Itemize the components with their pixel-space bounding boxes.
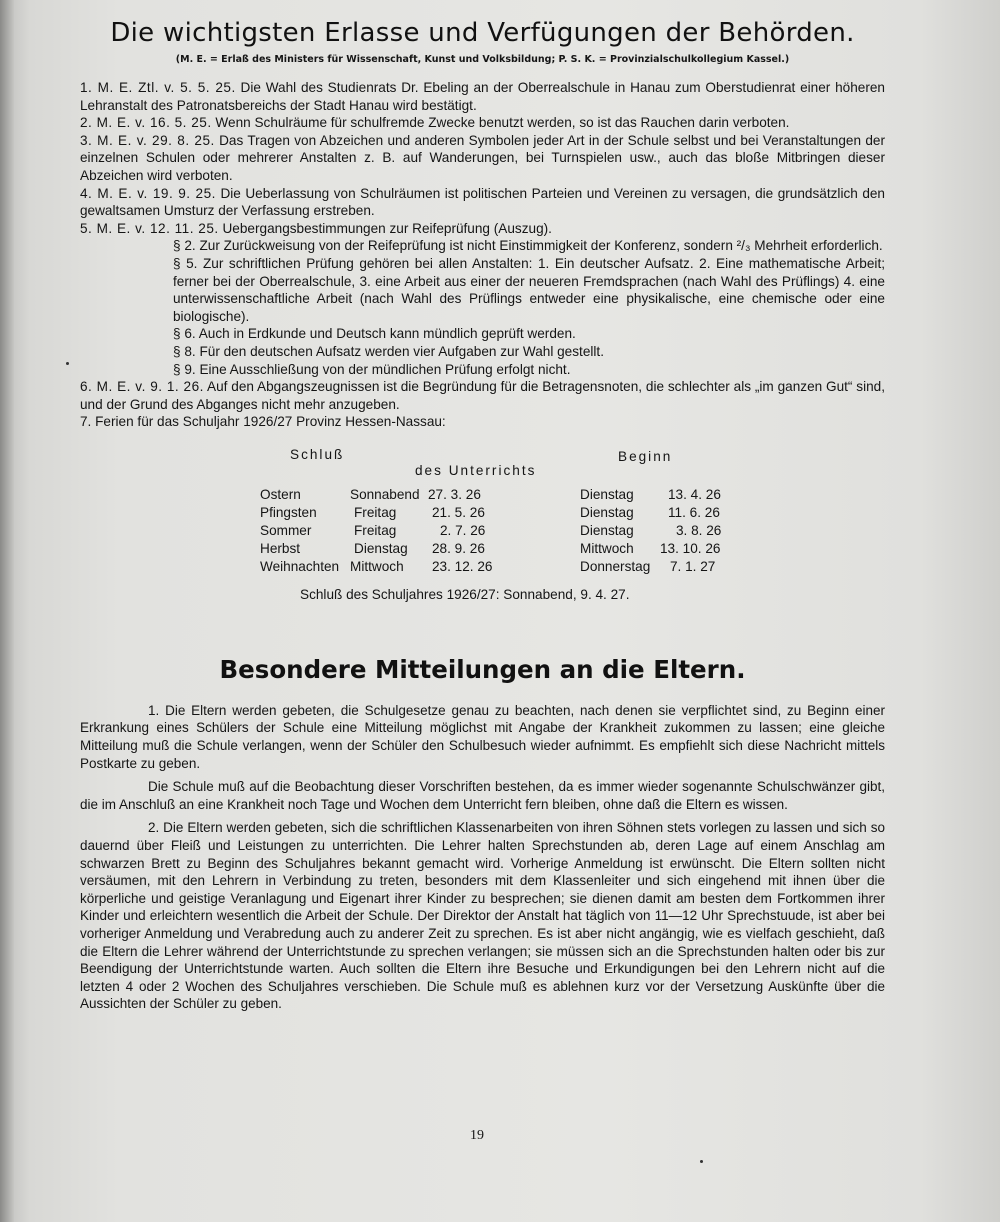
holiday-name: Weihnachten [260,558,340,574]
holiday-row [260,523,730,541]
section-paragraph: § 6. Auch in Erdkunde und Deutsch kann mündlich geprüft werden. [173,326,576,342]
decree-4 [80,185,885,220]
section-paragraph: § 5. Zur schriftlichen Prüfung gehören bei allen Anstalten: 1. Ein deutscher Aufsatz. 2. Eine mathematische Arbeit; ferner bei der Oberrealschule, 3. eine Arbeit aus einer der neueren Fremdsprachen (nach Wahl des Prüflings) 4. eine unterwissenschaftliche Arbeit (nach Wahl des Prüflings entweder eine physikalische, eine chemische oder eine biologische). [173,255,885,324]
holiday-footer: Schluß des Schuljahres 1926/27: Sonnabend, 9. 4. 27. [300,586,630,602]
parent-notice-paragraph: 1. Die Eltern werden gebeten, die Schulgesetze genau zu beachten, nach denen sie verpflichtet sind, zu Beginn einer Erkrankung eines Schülers der Schule eine Mitteilung möglichst mit Angabe der Krankheit zukommen zu lassen; eine gleiche Mitteilung muß die Schule verlangen, wenn der Schüler den Schulbesuch wieder aufnimmt. Es empfiehlt sich diese Nachricht mittels Postkarte zu geben. [80,702,885,771]
holiday-end-day: Sonnabend [350,486,420,502]
holiday-end-date: 21. 5. 26 [432,504,485,520]
speck [700,1160,703,1163]
section-paragraph: § 2. Zur Zurückweisung von der Reifeprüfung ist nicht Einstimmigkeit der Konferenz, sondern ²/₃ Mehrheit erforderlich. [173,238,883,254]
decree-3 [80,132,885,185]
page-content [80,18,885,1019]
holiday-row [260,559,730,577]
holiday-begin-date: 3. 8. 26 [676,522,722,538]
holiday-begin-day: Dienstag [580,504,634,520]
decree-text: Die Ueberlassung von Schulräumen ist politischen Parteien und Vereinen zu versagen, die grundsätzlich den gewaltsamen Umsturz der Verfassung erstreben. [80,185,885,219]
holiday-name: Ostern [260,486,301,502]
holiday-begin-day: Dienstag [580,522,634,538]
speck [66,362,69,365]
holiday-begin-date: 13. 4. 26 [668,486,721,502]
holiday-col-end: Schluß [290,446,345,462]
holiday-end-date: 2. 7. 26 [440,522,486,538]
holiday-begin-date: 7. 1. 27 [670,558,716,574]
decree-text: Das Tragen von Abzeichen und anderen Symbolen jeder Art in der Schule selbst und bei Veranstaltungen der einzelnen Schulen oder mehrerer Anstalten z. B. auf Wanderungen, bei Turnspielen usw., auch das bloße Mitbringen dieser Abzeichen wird verboten. [80,132,885,183]
holiday-row [260,541,730,559]
decree-text: Uebergangsbestimmungen zur Reifeprüfung (Auszug). [222,220,552,236]
holiday-begin-day: Donnerstag [580,558,651,574]
holiday-end-day: Dienstag [354,540,408,556]
holiday-begin-date: 11. 6. 26 [668,504,720,520]
holiday-end-day: Mittwoch [350,558,404,574]
decree-ref: 5. M. E. v. 12. 11. 25. [80,220,219,236]
decree-ref: 1. M. E. Ztl. v. 5. 5. 25. [80,80,236,95]
holiday-end-date: 23. 12. 26 [432,558,493,574]
page-title: Die wichtigsten Erlasse und Verfügungen der Behörden. [110,18,855,48]
decree-ref: 3. M. E. v. 29. 8. 25. [80,132,215,148]
page-number: 19 [470,1128,484,1143]
decree-7: 7. Ferien für das Schuljahr 1926/27 Provinz Hessen-Nassau: [80,414,446,430]
holiday-begin-date: 13. 10. 26 [660,540,721,556]
decree-6 [80,378,885,413]
holiday-begin-day: Mittwoch [580,540,634,556]
decree-text: Die Wahl des Studienrats Dr. Ebeling an der Oberrealschule in Hanau zum Oberstudienrat einer höheren Lehranstalt des Patronatsbereichs der Stadt Hanau wird bestätigt. [80,80,885,113]
decree-text: Wenn Schulräume für schulfremde Zwecke benutzt werden, so ist das Rauchen darin verboten. [215,115,790,131]
page-edge-shadow [0,0,14,1222]
decree-1 [80,79,885,114]
decree-ref: 4. M. E. v. 19. 9. 25. [80,185,216,201]
holiday-end-date: 28. 9. 26 [432,540,485,556]
decree-ref: 6. M. E. v. 9. 1. 26. [80,379,204,395]
decree-text: Auf den Abgangszeugnissen ist die Begründung für die Betragensnoten, die schlechter als „im ganzen Gut“ sind, und der Grund des Abganges nicht mehr anzugeben. [80,379,886,412]
holiday-begin-day: Dienstag [580,486,634,502]
section-paragraph: § 8. Für den deutschen Aufsatz werden vier Aufgaben zur Wahl gestellt. [173,343,604,359]
holiday-col-mid: des Unterrichts [415,462,537,478]
section-paragraph: § 9. Eine Ausschließung von der mündlichen Prüfung erfolgt nicht. [173,361,571,377]
decree-ref: 2. M. E. v. 16. 5. 25. [80,115,212,131]
holiday-end-date: 27. 3. 26 [428,486,481,502]
holiday-table [80,445,885,605]
holiday-name: Pfingsten [260,504,317,520]
holiday-col-begin: Beginn [618,448,673,464]
holiday-end-day: Freitag [354,504,397,520]
abbreviations-note: (M. E. = Erlaß des Ministers für Wissenschaft, Kunst und Volksbildung; P. S. K. = Provinzialschulkollegium Kassel.) [175,54,790,65]
decree-2 [80,114,885,132]
holiday-name: Sommer [260,522,312,538]
section-title: Besondere Mitteilungen an die Eltern. [219,654,746,684]
holiday-row [260,505,730,523]
holiday-end-day: Freitag [354,522,397,538]
holiday-row [260,487,730,505]
parent-notice-paragraph: Die Schule muß auf die Beobachtung dieser Vorschriften bestehen, da es immer wieder sogenannte Schulschwänzer gibt, die im Anschluß an eine Krankheit noch Tage und Wochen dem Unterricht fern bleiben, ohne daß die Eltern es wissen. [80,779,885,812]
decree-5 [80,220,885,238]
parent-notice-paragraph: 2. Die Eltern werden gebeten, sich die schriftlichen Klassenarbeiten von ihren Söhnen stets vorlegen zu lassen und sich so dauernd über Fleiß und Leistungen zu unterrichten. Die Lehrer halten Sprechstunden ab, deren Lage auf einem Anschlag am schwarzen Brett zu Beginn des Schuljahres bekannt gemacht wird. Vorherige Anmeldung ist erwünscht. Die Eltern sollten nicht versäumen, mit den Lehrern in Verbindung zu treten, besonders mit dem Klassenleiter und sich eingehend mit ihnen über die körperliche und geistige Veranlagung und Eigenart ihrer Kinder zu besprechen; sie dienen damit am besten dem Fortkommen ihrer Kinder und erleichtern wesentlich die Arbeit der Schule. Der Direktor der Anstalt hat täglich von 11—12 Uhr Sprechstuude, ist aber bei vorheriger Anmeldung und Verabredung auch zu anderer Zeit zu sprechen. Es ist aber nicht angängig, wie es vielfach geschieht, daß die Eltern die Lehrer während der Unterrichtstunde zu sprechen verlangen; sie müssen sich an die Sprechstunden halten oder bis zur Beendigung der Unterrichtstunde warten. Auch sollten die Eltern ihre Besuche und Erkundigungen bei den Lehrern nicht auf die letzten 4 oder 2 Wochen des Schuljahres verschieben. Die Schule muß es ablehnen kurz vor der Versetzung Auskünfte über die Aussichten der Schüler zu geben. [80,820,885,1012]
holiday-name: Herbst [260,540,301,556]
